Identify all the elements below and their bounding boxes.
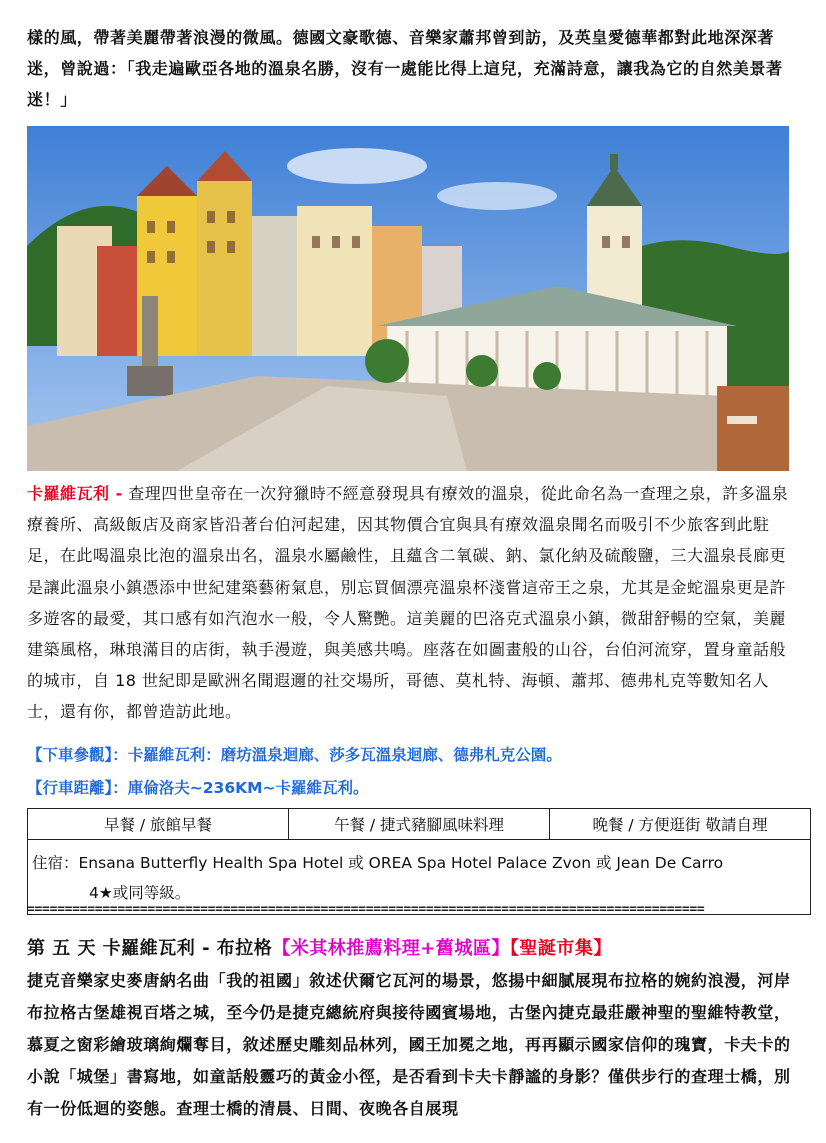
dinner-cell: 晚餐 / 方便逛街 敬請自理 bbox=[550, 809, 811, 840]
hotel-line-1: 住宿：Ensana Butterfly Health Spa Hotel 或 OREA Spa Hotel Palace Zvon 或 Jean De Carro bbox=[32, 854, 724, 872]
lunch-cell: 午餐 / 捷式豬腳風味料理 bbox=[289, 809, 550, 840]
karlovy-vary-description bbox=[27, 478, 802, 728]
distance-text: ：庫倫洛夫~236KM~卡羅維瓦利。 bbox=[112, 779, 369, 797]
day5-title-text: 第 五 天 卡羅維瓦利 - 布拉格 bbox=[27, 938, 273, 959]
karlovy-vary-illustration bbox=[27, 126, 789, 471]
breakfast-cell: 早餐 / 旅館早餐 bbox=[28, 809, 289, 840]
intro-paragraph: 樣的風，帶著美麗帶著浪漫的微風。德國文豪歌德、音樂家蕭邦曾到訪，及英皇愛德華都對此地深深著迷，曾說過：「我走遍歐亞各地的溫泉名勝，沒有一處能比得上這兒，充滿詩意，讓我為它的自然美景著迷！」 bbox=[27, 28, 783, 109]
day5-description: 捷克音樂家史麥唐納名曲「我的祖國」敘述伏爾它瓦河的場景，悠揚中細膩展現布拉格的婉約浪漫，河岸布拉格古堡雄視百塔之城，至今仍是捷克總統府與接待國賓場地，古堡內捷克最莊嚴神聖的聖維特教堂，慕夏之窗彩繪玻璃絢爛奪目，敘述歷史雕刻品林列，國王加冕之地，再再顯示國家信仰的瑰寶，卡夫卡的小說「城堡」書寫地，如童話般靈巧的黃金小徑，是否看到卡夫卡靜謐的身影？僅供步行的查理士橋，別有一份低迴的姿態。查理士橋的清晨、日間、夜晚各自展現 bbox=[27, 971, 791, 1118]
day5-title bbox=[27, 935, 802, 963]
distance-line bbox=[27, 775, 802, 801]
distance-label: 【行車距離】 bbox=[27, 779, 113, 797]
meal-hotel-table bbox=[27, 808, 811, 915]
karlovy-vary-name: 卡羅維瓦利 - bbox=[27, 484, 123, 503]
sightseeing-text: ：卡羅維瓦利：磨坊溫泉迴廊、莎多瓦溫泉迴廊、德弗札克公園。 bbox=[112, 746, 562, 764]
hotel-line-2: 4★或同等級。 bbox=[89, 884, 191, 902]
section-divider: ========================================================================================== bbox=[27, 903, 705, 917]
day5-tag-christmas: 【聖誕市集】 bbox=[509, 938, 612, 959]
day5-tag-michelin: 【米其林推薦料理+舊城區】 bbox=[272, 938, 510, 959]
karlovy-vary-text: 查理四世皇帝在一次狩獵時不經意發現具有療效的溫泉，從此命名為一查理之泉，許多溫泉療養所、高級飯店及商家皆沿著台伯河起建，因其物價合宜與具有療效溫泉聞名而吸引不少旅客到此駐足，在此喝溫泉比泡的溫泉出名，溫泉水屬鹼性，且蘊含二氧碳、鈉、氯化納及硫酸鹽，三大溫泉長廊更是讓此溫泉小鎮憑添中世紀建築藝術氣息，別忘買個漂亮溫泉杯淺嘗這帝王之泉，尤其是金蛇溫泉更是許多遊客的最愛，其口感有如汽泡水一般，令人驚艷。這美麗的巴洛克式溫泉小鎮，微甜舒暢的空氣，美麗建築風格，琳琅滿目的店街，執手漫遊，與美感共鳴。座落在如圖畫般的山谷，台伯河流穿，置身童話般的城市，自 18 世紀即是歐洲名聞遐邇的社交場所，哥德、莫札特、海頓、蕭邦、德弗札克等數知名人士，還有你，都曾造訪此地。 bbox=[27, 484, 789, 722]
sightseeing-label: 【下車參觀】 bbox=[27, 746, 113, 764]
karlovy-vary-photo bbox=[27, 126, 789, 471]
sightseeing-line bbox=[27, 742, 802, 768]
